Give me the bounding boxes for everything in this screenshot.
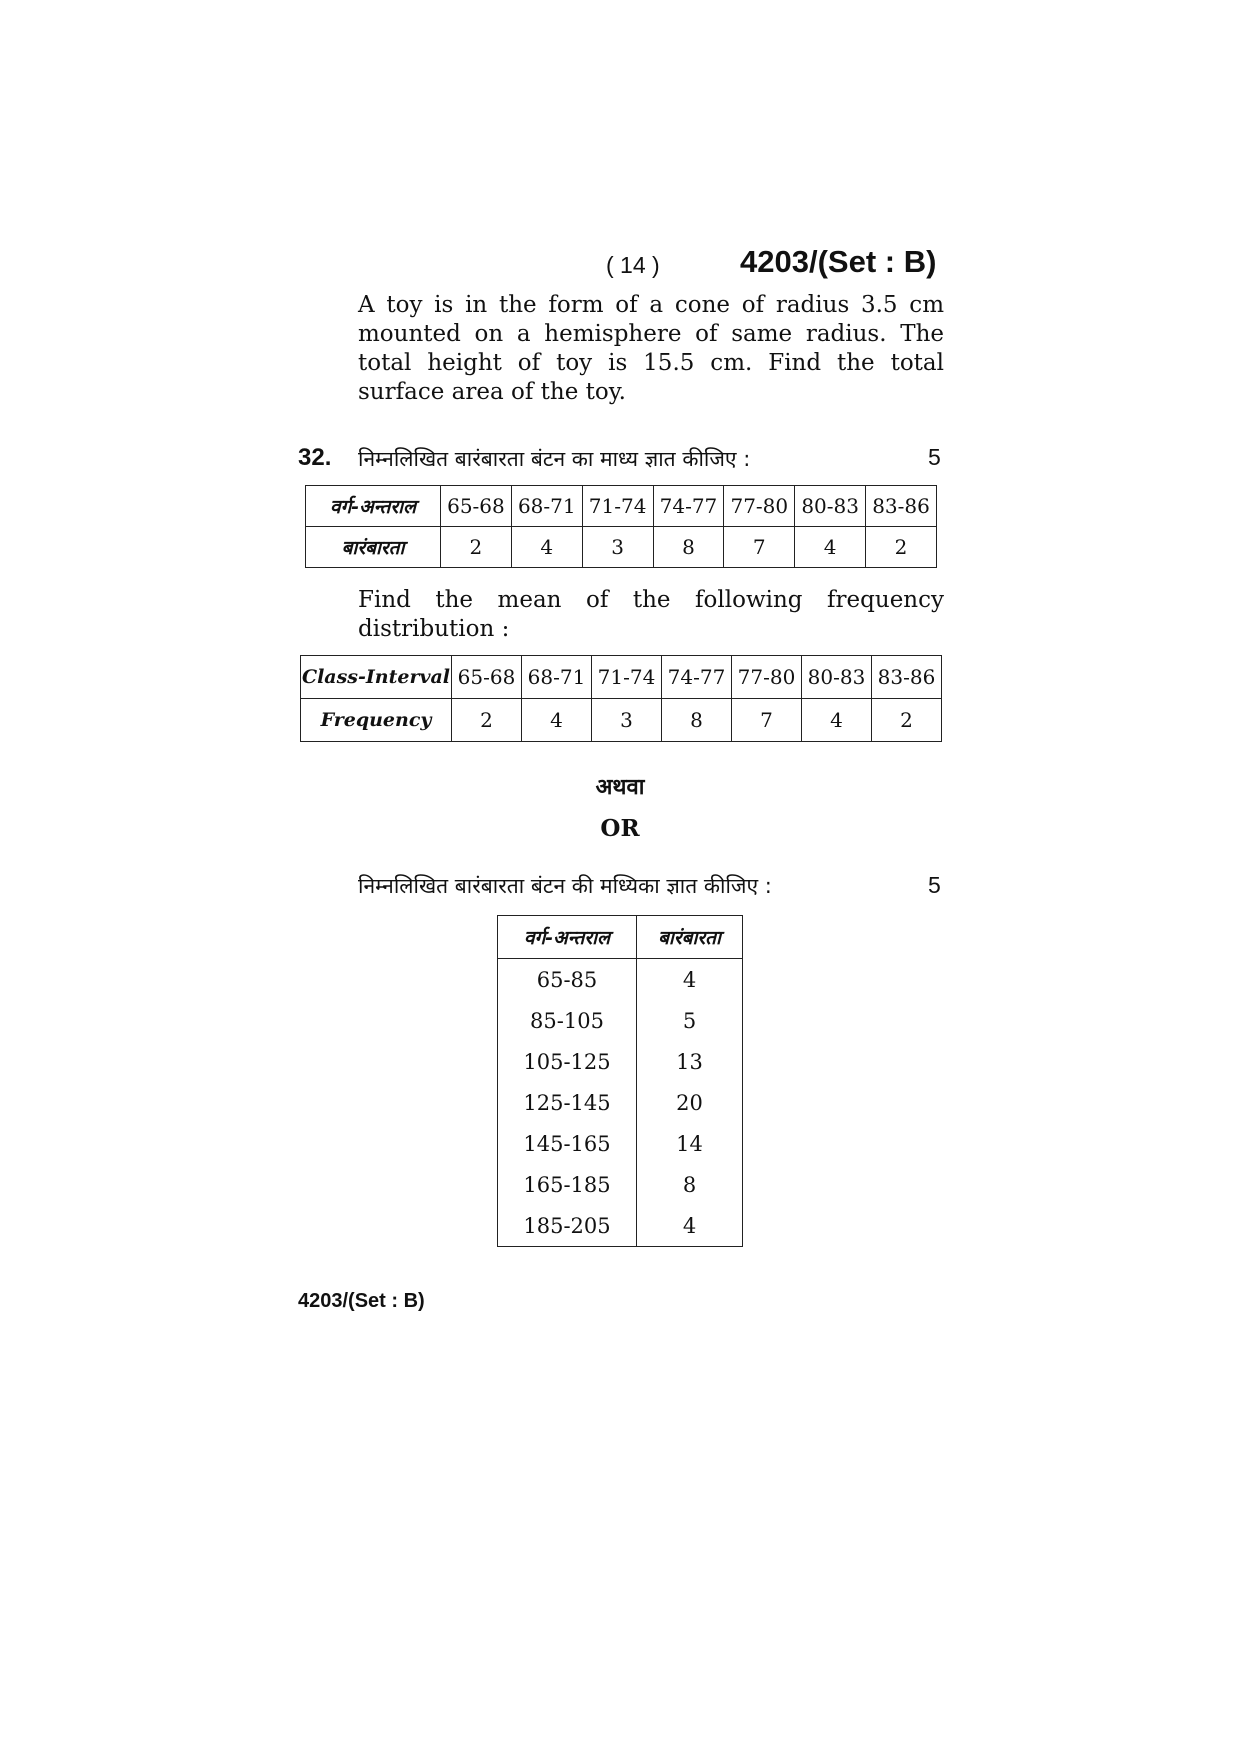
column-header: वर्ग-अन्तराल (498, 916, 637, 959)
table-row (498, 1164, 743, 1205)
frequency-cell: 13 (637, 1041, 743, 1082)
interval-cell: 165-185 (498, 1164, 637, 1205)
paper-code-header: 4203/(Set : B) (740, 244, 937, 279)
table-row (498, 1000, 743, 1041)
row-label: Frequency (301, 699, 452, 742)
interval-cell: 85-105 (498, 1000, 637, 1041)
interval-cell: 77-80 (732, 656, 802, 699)
interval-cell: 77-80 (724, 486, 795, 527)
interval-cell: 65-85 (498, 959, 637, 1001)
question-31-english-text: A toy is in the form of a cone of radius 3.5 cm mounted on a hemisphere of same radius. The total height of toy is 15.5 cm. Find the total surface area of the toy. (358, 292, 944, 405)
frequency-cell: 2 (872, 699, 942, 742)
frequency-cell: 4 (511, 527, 582, 568)
interval-cell: 68-71 (511, 486, 582, 527)
question-32-english-prompt-line1: Find the mean of the following frequency (358, 587, 944, 613)
interval-cell: 68-71 (522, 656, 592, 699)
frequency-cell: 14 (637, 1123, 743, 1164)
table-row (498, 1082, 743, 1123)
interval-cell: 80-83 (802, 656, 872, 699)
frequency-cell: 8 (653, 527, 724, 568)
frequency-cell: 8 (637, 1164, 743, 1205)
question-32-marks: 5 (928, 444, 941, 470)
frequency-cell: 2 (452, 699, 522, 742)
frequency-cell: 7 (724, 527, 795, 568)
interval-cell: 83-86 (866, 486, 937, 527)
frequency-cell: 4 (522, 699, 592, 742)
or-english: OR (600, 815, 640, 842)
interval-cell: 145-165 (498, 1123, 637, 1164)
interval-cell: 65-68 (441, 486, 512, 527)
frequency-cell: 5 (637, 1000, 743, 1041)
question-32-hindi-prompt: निम्नलिखित बारंबारता बंटन का माध्य ज्ञात कीजिए : (358, 447, 751, 471)
interval-cell: 65-68 (452, 656, 522, 699)
row-label: बारंबारता (306, 527, 441, 568)
frequency-cell: 4 (637, 959, 743, 1001)
table-row (306, 486, 937, 527)
interval-cell: 105-125 (498, 1041, 637, 1082)
row-label: वर्ग-अन्तराल (306, 486, 441, 527)
interval-cell: 71-74 (582, 486, 653, 527)
interval-cell: 83-86 (872, 656, 942, 699)
interval-cell: 80-83 (795, 486, 866, 527)
or-hindi: अथवा (595, 775, 645, 800)
frequency-cell: 4 (802, 699, 872, 742)
frequency-cell: 7 (732, 699, 802, 742)
frequency-cell: 20 (637, 1082, 743, 1123)
column-header: बारंबारता (637, 916, 743, 959)
table-row (498, 959, 743, 1001)
frequency-cell: 2 (866, 527, 937, 568)
interval-cell: 71-74 (592, 656, 662, 699)
alternative-hindi-prompt: निम्नलिखित बारंबारता बंटन की मध्यिका ज्ञात कीजिए : (358, 874, 772, 898)
frequency-cell: 2 (441, 527, 512, 568)
table-row (498, 1123, 743, 1164)
table-row (498, 1205, 743, 1247)
paper-code-footer: 4203/(Set : B) (298, 1290, 425, 1312)
table-row (306, 527, 937, 568)
frequency-cell: 4 (795, 527, 866, 568)
question-32-english-prompt-line2: distribution : (358, 616, 510, 642)
interval-cell: 185-205 (498, 1205, 637, 1247)
median-frequency-table (497, 915, 743, 1247)
frequency-cell: 4 (637, 1205, 743, 1247)
alternative-marks: 5 (928, 872, 941, 898)
interval-cell: 74-77 (662, 656, 732, 699)
interval-cell: 125-145 (498, 1082, 637, 1123)
table-row (301, 656, 942, 699)
interval-cell: 74-77 (653, 486, 724, 527)
hindi-frequency-table (305, 485, 937, 568)
frequency-cell: 8 (662, 699, 732, 742)
question-number: 32. (298, 444, 332, 471)
frequency-cell: 3 (582, 527, 653, 568)
frequency-cell: 3 (592, 699, 662, 742)
row-label: Class-Interval (301, 656, 452, 699)
page-number: ( 14 ) (606, 252, 660, 278)
table-row (301, 699, 942, 742)
table-header-row (498, 916, 743, 959)
english-frequency-table (300, 655, 942, 742)
table-row (498, 1041, 743, 1082)
